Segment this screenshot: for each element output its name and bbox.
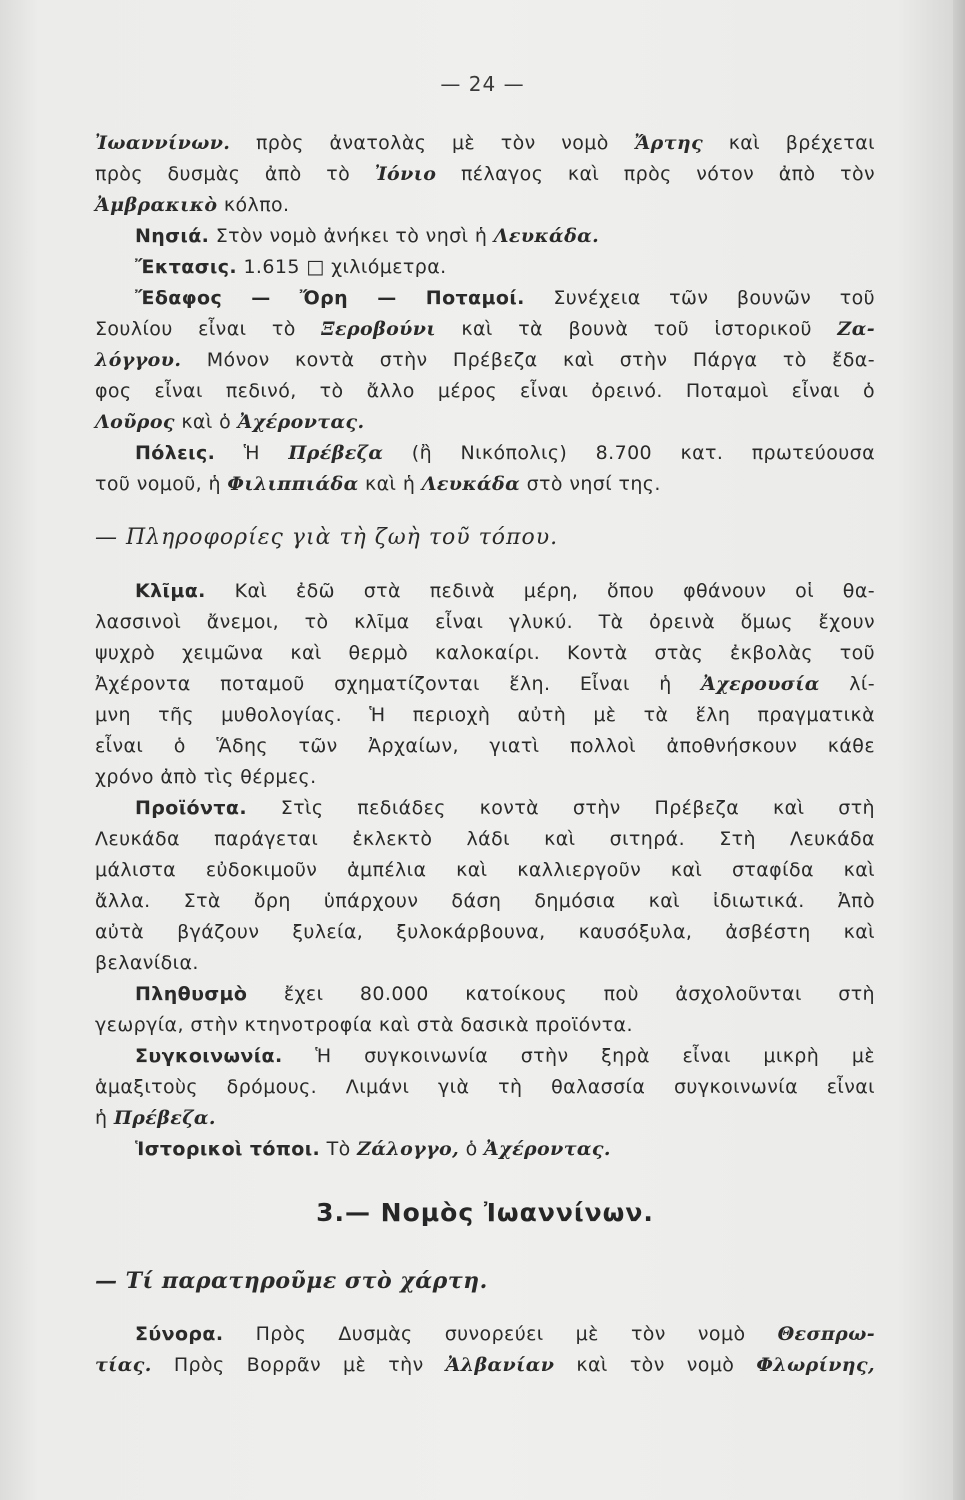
text-line: τοῦ νομοῦ, ἡ Φιλιππιάδα καὶ ἡ Λευκάδα στὸ νησί της. xyxy=(95,473,661,495)
climate-paragraph: Κλῖμα. Καὶ ἐδῶ στὰ πεδινὰ μέρη, ὅπου φθάνουν οἱ θα- xyxy=(135,580,875,602)
text-line: χρόνο ἀπὸ τὶς θέρμες. xyxy=(95,766,317,788)
products-paragraph: Προϊόντα. Στὶς πεδιάδες κοντὰ στὴν Πρέβεζα καὶ στὴ xyxy=(135,797,875,819)
terrain-paragraph: Ἔδαφος — Ὄρη — Ποταμοί. Συνέχεια τῶν βουνῶν τοῦ xyxy=(135,287,875,309)
text-line: μνη τῆς μυθολογίας. Ἡ περιοχὴ αὐτὴ μὲ τὰ ἕλη πραγματικὰ xyxy=(95,704,875,726)
text-line: ἄλλα. Στὰ ὄρη ὑπάρχουν δάση δημόσια καὶ ἰδιωτικά. Ἀπὸ xyxy=(95,890,875,912)
text-line: αὐτὰ βγάζουν ξυλεία, ξυλοκάρβουνα, καυσόξυλα, ἀσβέστη καὶ xyxy=(95,921,875,943)
text-line: ἡ Πρέβεζα. xyxy=(95,1107,216,1129)
borders-paragraph: Σύνορα. Πρὸς Δυσμὰς συνορεύει μὲ τὸν νομὸ Θεσπρω- xyxy=(135,1323,875,1345)
text-line: Ἀχέροντα ποταμοῦ σχηματίζονται ἕλη. Εἶναι ἡ Ἀχερουσία λί- xyxy=(95,673,875,695)
section-heading-info: — Πληροφορίες γιὰ τὴ ζωὴ τοῦ τόπου. xyxy=(95,525,559,550)
text-line: γεωργία, στὴν κτηνοτροφία καὶ στὰ δασικὰ προϊόντα. xyxy=(95,1014,633,1036)
population-paragraph: Πληθυσμὸ ἔχει 80.000 κατοίκους ποὺ ἀσχολοῦνται στὴ xyxy=(135,983,875,1005)
text-line: Λοῦρος καὶ ὁ Ἀχέροντας. xyxy=(95,411,365,433)
text-line: Ἰωαννίνων. πρὸς ἀνατολὰς μὲ τὸν νομὸ Ἄρτης καὶ βρέχεται xyxy=(95,132,875,154)
text-line: Ἀμβρακικὸ κόλπο. xyxy=(95,194,290,216)
text-line: τίας. Πρὸς Βορρᾶν μὲ τὴν Ἀλβανίαν καὶ τὸν νομὸ Φλωρίνης, xyxy=(95,1354,875,1376)
page-number: — 24 — xyxy=(440,72,525,96)
text-line: ψυχρὸ χειμῶνα καὶ θερμὸ καλοκαίρι. Κοντὰ στὰς ἐκβολὰς τοῦ xyxy=(95,642,875,664)
area-paragraph: Ἔκτασις. 1.615 □ χιλιόμετρα. xyxy=(135,256,447,278)
text-line: φος εἶναι πεδινό, τὸ ἄλλο μέρος εἶναι ὀρεινό. Ποταμοὶ εἶναι ὁ xyxy=(95,380,875,402)
cities-paragraph: Πόλεις. Ἡ Πρέβεζα (ἢ Νικόπολις) 8.700 κατ. πρωτεύουσα xyxy=(135,442,875,464)
communication-paragraph: Συγκοινωνία. Ἡ συγκοινωνία στὴν ξηρὰ εἶναι μικρὴ μὲ xyxy=(135,1045,875,1067)
islands-paragraph: Νησιά. Στὸν νομὸ ἀνήκει τὸ νησὶ ἡ Λευκάδα. xyxy=(135,225,600,247)
text-line: βελανίδια. xyxy=(95,952,199,974)
text-line: ἁμαξιτοὺς δρόμους. Λιμάνι γιὰ τὴ θαλασσία συγκοινωνία εἶναι xyxy=(95,1076,875,1098)
page-edge xyxy=(953,0,965,1500)
text-line: Σουλίου εἶναι τὸ Ξεροβούνι καὶ τὰ βουνὰ τοῦ ἱστορικοῦ Ζα- xyxy=(95,318,875,340)
text-line: Λευκάδα παράγεται ἐκλεκτὸ λάδι καὶ σιτηρά. Στὴ Λευκάδα xyxy=(95,828,875,850)
text-line: εἶναι ὁ Ἅδης τῶν Ἀρχαίων, γιατὶ πολλοὶ ἀποθνήσκουν κάθε xyxy=(95,735,875,757)
text-line: μάλιστα εὐδοκιμοῦν ἀμπέλια καὶ καλλιεργοῦν καὶ σταφίδα καὶ xyxy=(95,859,875,881)
text-line: λασσινοὶ ἄνεμοι, τὸ κλῖμα εἶναι γλυκύ. Τὰ ὀρεινὰ ὅμως ἔχουν xyxy=(95,611,875,633)
historic-paragraph: Ἱστορικοὶ τόποι. Τὸ Ζάλογγο, ὁ Ἀχέροντας. xyxy=(135,1138,611,1160)
text-line: πρὸς δυσμὰς ἀπὸ τὸ Ἰόνιο πέλαγος καὶ πρὸς νότον ἀπὸ τὸν xyxy=(95,163,875,185)
text-line: λόγγου. Μόνον κοντὰ στὴν Πρέβεζα καὶ στὴν Πάργα τὸ ἔδα- xyxy=(95,349,875,371)
page-text xyxy=(95,128,875,1381)
section-heading-map: — Τί παρατηροῦμε στὸ χάρτη. xyxy=(95,1268,488,1294)
chapter-title: 3.— Νομὸς Ἰωαννίνων. xyxy=(316,1198,654,1227)
